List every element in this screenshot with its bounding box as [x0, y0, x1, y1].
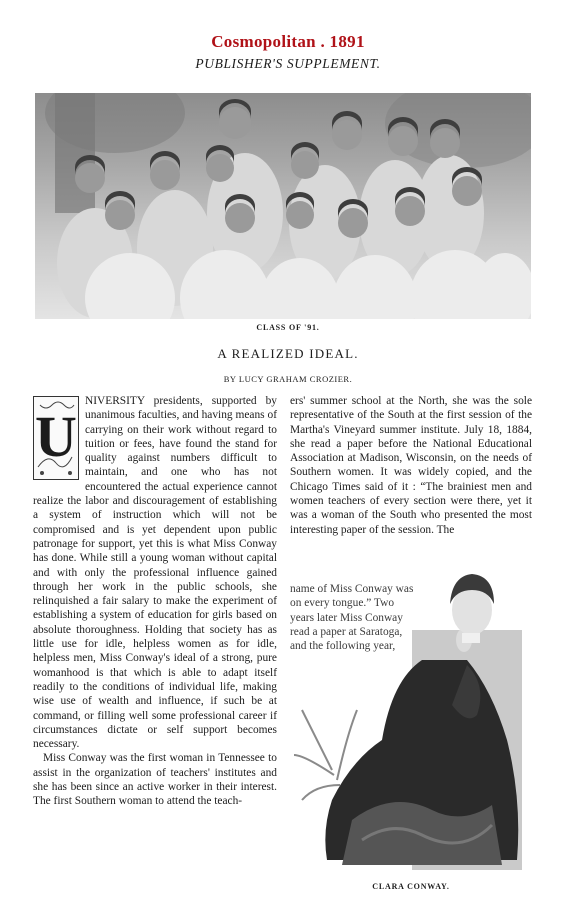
publishers-supplement-heading: PUBLISHER'S SUPPLEMENT. [195, 56, 381, 71]
article-paragraph-2: Miss Conway was the first woman in Tennessee to assist in the organization of teachers' institutes and she has been since an active worker in their interest. The first Southern woman to attend the teach- [33, 752, 277, 808]
article-column-right [290, 394, 532, 537]
article-paragraph-3: ers' summer school at the North, she was the sole representative of the South at the first session of the Martha's Vineyard summer institute. July 18, 1884, she read a paper before the National Educational Association at Madison, Wisconsin, on the needs of Southern women. It was widely copied, and the Chicago Times said of it : “The brainiest men and women teachers of every section were there, yet it was a woman of the South who presented the most interesting paper of the session. The [290, 395, 532, 536]
class-photo-caption: CLASS OF '91. [256, 323, 320, 332]
class-photo-illustration [35, 93, 531, 319]
article-paragraph-1: NIVERSITY presidents, supported by unanimous faculties, and having means of carrying on their work without regard to tuition or fees, have found the stand for quality against numbers difficult to maintain, and one who has not encountered the actual experience cannot realize the labor and discouragement of establishing a system of instruction which will not be compromised and is yet dependent upon public patronage for support, yet this is what Miss Conway has done. While still a young woman without capital and with only the professional influence gained through her work in the public schools, she relinquished a fair salary to make the experiment of establishing a system of education for girls based on absolute thoroughness. Holding that society has as little use for idle, helpless women as for idle, helpless men, Miss Conway's ideal of a strong, pure womanhood is that which is able to adapt itself readily to the conditions of individual life, making wise use of wealth and influence, if such be at command, or filling well some professional career if circumstances dictate or self support becomes necessary. [33, 395, 277, 751]
article-byline: BY LUCY GRAHAM CROZIER. [223, 374, 353, 384]
article-column-left [33, 394, 277, 894]
portrait-caption: CLARA CONWAY. [372, 882, 450, 891]
dropcap-letter: U [35, 404, 77, 469]
decorative-dropcap [33, 396, 79, 480]
masthead: Cosmopolitan . 1891 [211, 32, 365, 51]
class-photo [35, 93, 531, 319]
article-title: A REALIZED IDEAL. [217, 346, 359, 361]
article-paragraph-4: name of Miss Conway was on every tongue.” Two years later Miss Conway read a paper at Saratoga, and the following year, [290, 583, 414, 653]
